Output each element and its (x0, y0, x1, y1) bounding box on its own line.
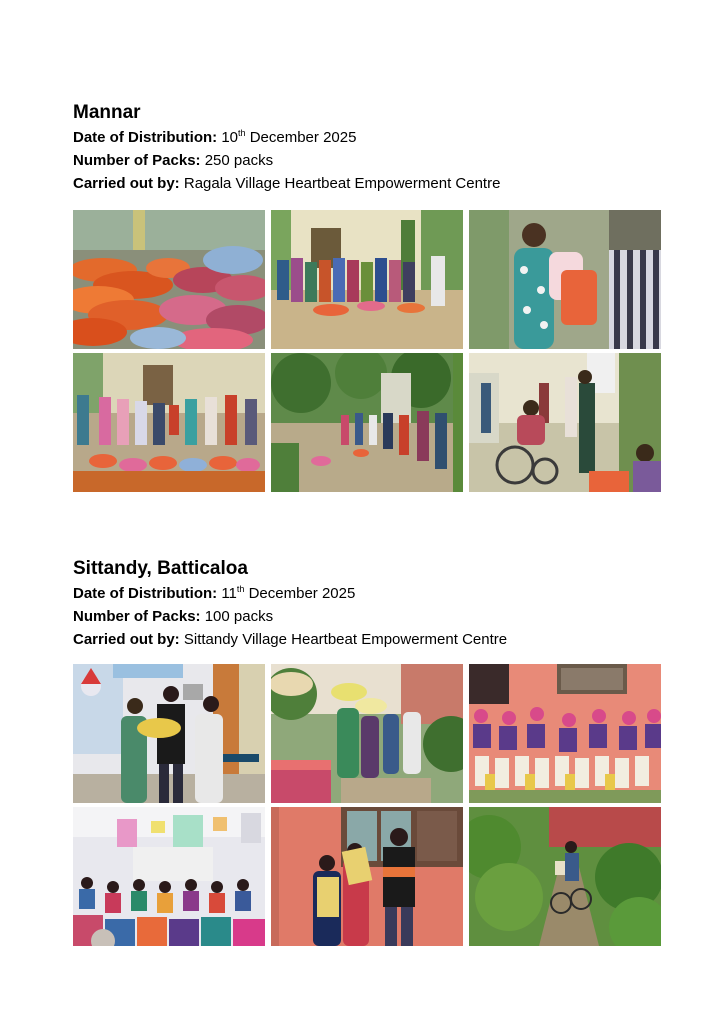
photo-green-lane-cyclist (469, 807, 661, 946)
photo-handover-room (73, 664, 265, 803)
photo-grid-mannar (73, 210, 661, 492)
number-of-packs (73, 149, 663, 172)
photo-group-building (271, 210, 463, 349)
date-day: 10 (221, 129, 239, 146)
date-label: Date of Distribution: (73, 129, 218, 146)
photo-wheelchair-recipient (469, 353, 661, 492)
photo-pack-presentation (271, 807, 463, 946)
carried-value: Ragala Village Heartbeat Empowerment Centre (183, 175, 501, 192)
date-day: 11 (221, 585, 237, 602)
packs-value: 250 packs (204, 152, 274, 169)
photo-hall-meeting (73, 807, 265, 946)
date-suffix: th (238, 128, 246, 138)
carried-label: Carried out by: (73, 631, 180, 648)
number-of-packs (73, 605, 663, 628)
photo-carrying-packs (271, 664, 463, 803)
photo-group-with-packs (73, 353, 265, 492)
date-label: Date of Distribution: (73, 585, 218, 602)
photo-grid-sittandy (73, 664, 661, 946)
section-sittandy (73, 556, 663, 651)
carried-out-by (73, 172, 663, 195)
date-suffix: th (236, 584, 245, 594)
section-title: Mannar (73, 102, 141, 123)
section-mannar (73, 100, 663, 195)
date-rest: December 2025 (248, 585, 356, 602)
packs-value: 100 packs (204, 608, 274, 625)
packs-label: Number of Packs: (73, 608, 201, 625)
carried-out-by (73, 628, 663, 651)
carried-value: Sittandy Village Heartbeat Empowerment Centre (183, 631, 508, 648)
carried-label: Carried out by: (73, 175, 180, 192)
photo-sacks-pile (73, 210, 265, 349)
photo-seated-crowd (469, 664, 661, 803)
packs-label: Number of Packs: (73, 152, 201, 169)
photo-woman-receiving-pack (469, 210, 661, 349)
photo-courtyard-queue (271, 353, 463, 492)
distribution-date (73, 126, 663, 149)
distribution-date (73, 582, 663, 605)
section-title: Sittandy, Batticaloa (73, 558, 248, 579)
date-rest: December 2025 (249, 129, 357, 146)
